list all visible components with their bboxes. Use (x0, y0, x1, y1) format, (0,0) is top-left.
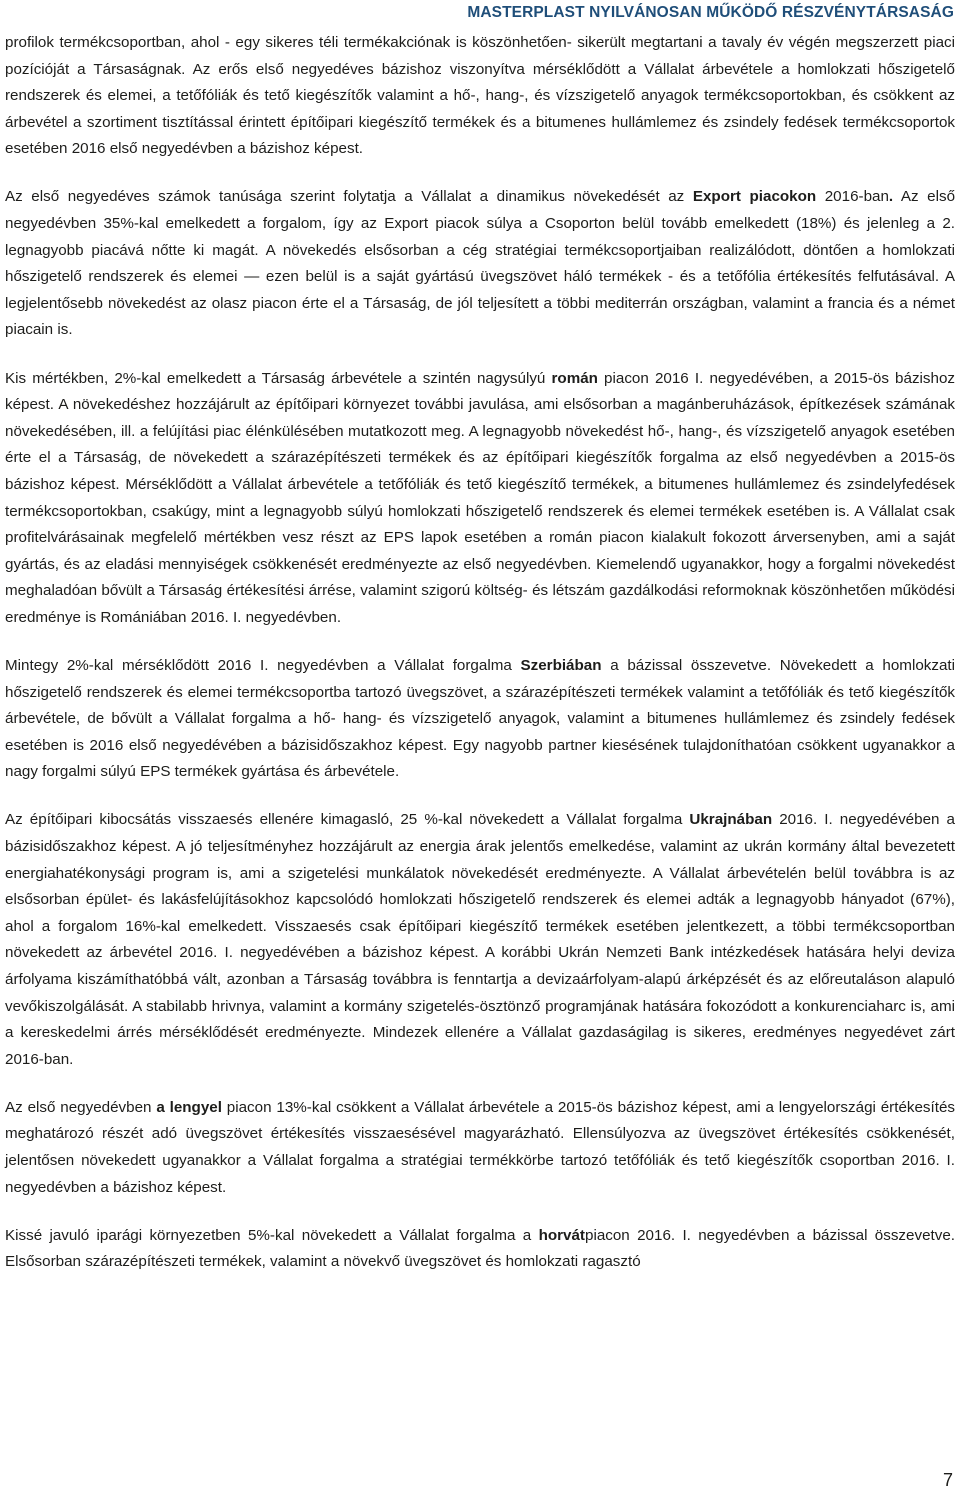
emphasis-text: Export piacokon (692, 188, 817, 206)
paragraph (5, 30, 955, 163)
emphasis-text: Ukrajnában (689, 811, 773, 829)
text-run: Mintegy 2%-kal mérséklődött 2016 I. negyedévben a Vállalat forgalma (5, 656, 521, 674)
paragraph (5, 1223, 955, 1276)
text-run: piacon 2016 I. negyedévében, a 2015-ös bázishoz képest. A növekedéshez hozzájárult az építőipari környezet további javulása, ami elsősorban a magánberuházások, építkezések számának növekedésében, ill. a felújítási piac élénkülésében mutatkozott meg. A legnagyobb növekedést hő-, hang-, és vízszigetelő anyagok esetében érte el a Társaság, de növekedett a szárazépítészeti termékek és az építőipari kiegészítők forgalma az első negyedévben a 2015-ös bázishoz képest. Mérséklődött a Vállalat árbevétele a tetőfóliák és tető kiegészítő termékek, a bitumenes hullámlemez és zsindelyfedések termékcsoportokban, csakúgy, mint a legnagyobb súlyú homlokzati hőszigetelő rendszerek és elemei termékek esetében is. A Vállalat csak profitelvárásainak megfelelő mértékben vesz részt az EPS lapok esetében a román piacon kialakult fokozott árversenyben, ami a saját gyártás, és az eladási mennyiségek csökkenését eredményezte az első negyedévben. Kiemelendő ugyanakkor, hogy a forgalmi növekedést meghaladóan bővült a Társaság értékesítési árrése, valamint szigorú költség- és létszám gazdálkodási reformoknak köszönhetően működési eredménye is Romániában 2016. I. negyedévben. (5, 369, 955, 626)
text-run: Az első negyedévben 35%-kal emelkedett a forgalom, így az Export piacok súlya a Csoporton belül tovább emelkedett (18%) és jelenleg a 2. legnagyobb piacává nőtte ki magát. A növekedés elsősorban a cég stratégiai termékcsoportjaiban realizálódott, döntően a homlokzati hőszigetelő rendszerek és elemei — ezen belül is a saját gyártású üvegszövet háló termékek - és a tetőfólia értékesítés felfutásával. A legjelentősebb növekedést az olasz piacon érte el a Társaság, de jól teljesített a többi mediterrán országban, valamint a francia és a német piacain is. (5, 188, 956, 339)
paragraph (5, 653, 955, 786)
paragraph (5, 807, 955, 1073)
paragraph (5, 366, 955, 632)
emphasis-text: Szerbiában (520, 656, 602, 674)
text-run: 2016-ban (816, 188, 889, 206)
text-run: profilok termékcsoportban, ahol - egy sikeres téli termékakciónak is köszönhetően- sikerült megtartani a tavaly év végén megszerzett piaci pozícióját a Társaságnak. Az erős első negyedéves bázishoz viszonyítva mérséklődött a Vállalat árbevétele a homlokzati hőszigetelő rendszerek és elemei, a tetőfóliák és tető kiegészítők valamint a hő-, hang-, és vízszigetelő anyagok termékcsoportokban, és csökkent az árbevétel a szortiment tisztítással érintett építőipari kiegészítő termékek és a bitumenes hullámlemez és zsindely fedések termékcsoportok esetében 2016 első negyedévben a bázishoz képest. (5, 34, 955, 158)
text-run: a bázissal összevetve. Növekedett a homlokzati hőszigetelő rendszerek és elemei termékcsoportba tartozó üvegszövet, a szárazépítészeti termékek valamint a tetőfóliák és tető kiegészítők árbevétele, de bővült a Vállalat forgalma a hő- hang- és vízszigetelő anyagok, valamint a bitumenes hullámlemez és zsindely fedések esetében is 2016 első negyedévében a bázisidőszakhoz képest. Egy nagyobb partner kiesésének tulajdoníthatóan csökkent ugyanakkor a nagy forgalmi súlyú EPS termékek gyártása és árbevétele. (5, 656, 955, 781)
page-number: 7 (942, 1470, 953, 1490)
emphasis-text: a lengyel (156, 1098, 222, 1116)
paragraph (5, 184, 955, 344)
emphasis-text: román (551, 369, 598, 387)
text-run: Az első negyedéves számok tanúsága szerint folytatja a Vállalat a dinamikus növekedését az (5, 188, 693, 206)
emphasis-text: horvát (538, 1226, 585, 1244)
paragraph (5, 1095, 955, 1201)
text-run: Az első negyedévben (5, 1098, 157, 1116)
text-run: piacon 2016. I. negyedévben a bázissal összevetve. Elsősorban szárazépítészeti termékek, valamint a növekvő üvegszövet és homlokzati ragasztó (5, 1226, 955, 1271)
text-run: Az építőipari kibocsátás visszaesés ellenére kimagasló, 25 %-kal növekedett a Vállalat forgalma (5, 811, 690, 829)
text-run: Kissé javuló iparági környezetben 5%-kal növekedett a Vállalat forgalma a (5, 1226, 539, 1244)
running-header: MASTERPLAST NYILVÁNOSAN MŰKÖDŐ RÉSZVÉNYTÁRSASÁG (467, 4, 954, 21)
emphasis-text: . (888, 188, 894, 206)
text-run: piacon 13%-kal csökkent a Vállalat árbevétele a 2015-ös bázishoz képest, ami a lengyelországi értékesítés meghatározó részét adó üvegszövet értékesítés visszaesésével magyarázható. Ellensúlyozva az üvegszövet értékesítés csökkenését, jelentősen növekedett ugyanakkor a Vállalat forgalma a stratégiai termékkörbe tartozó tetőfóliák és tető kiegészítők csoportban 2016. I. negyedévben a bázishoz képest. (5, 1098, 956, 1196)
text-run: Kis mértékben, 2%-kal emelkedett a Társaság árbevétele a szintén nagysúlyú (5, 369, 552, 387)
body-text (5, 30, 955, 1276)
text-run: 2016. I. negyedévében a bázisidőszakhoz képest. A jó teljesítményhez hozzájárult az energia árak jelentős emelkedése, valamint az ukrán kormány által bevezetett energiahatékonysági program is, ami a szigetelési munkálatok növekedését eredményezte. A Vállalat árbevételén belül továbbra is az elsősorban épület- és lakásfelújításokhoz kapcsolódó homlokzati hőszigetelő rendszerek és elemei adták a legnagyobb hányadot (67%), ahol a forgalom 16%-kal emelkedett. Visszaesés csak építőipari kiegészítő termékek esetében jelentkezett, a többi termékcsoportban növekedett az árbevétel 2016. I. negyedévében a bázishoz képest. A korábbi Ukrán Nemzeti Bank intézkedések hatására helyi deviza árfolyama kiszámíthatóbbá vált, azonban a Társaság továbbra is fenntartja a devizaárfolyam-alapú árképzését és az előreutaláson alapuló vevőkiszolgálását. A stabilabb hrivnya, valamint a kormány szigetelés-ösztönző programjának hatására fokozódott a konkurenciaharc is, ami a kereskedelmi árrés mérséklődését eredményezte. Mindezek ellenére a Vállalat gazdaságilag is sikeres, eredményes negyedévet zárt 2016-ban. (5, 811, 955, 1068)
